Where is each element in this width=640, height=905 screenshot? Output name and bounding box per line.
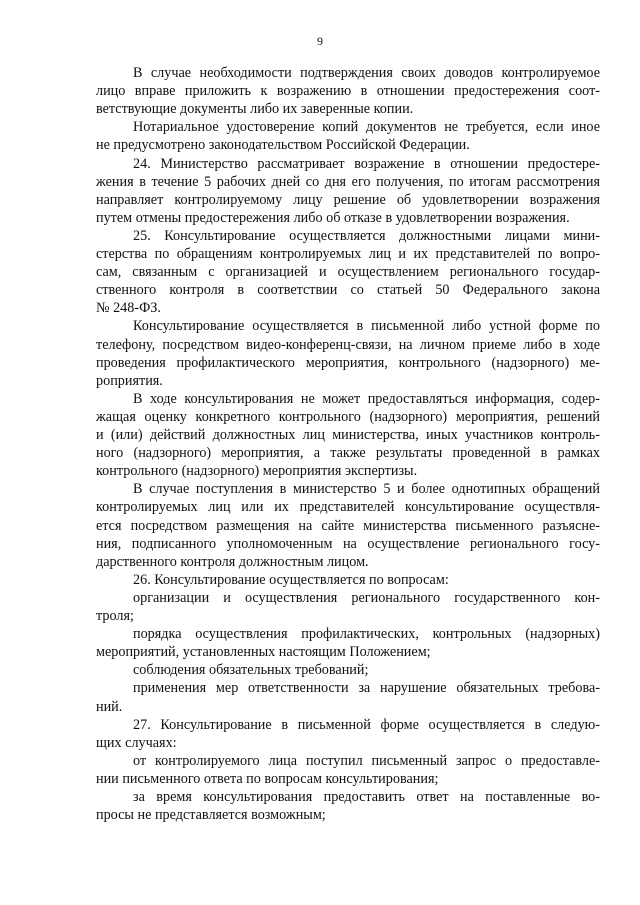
text-line: контрольного (надзорного) мероприятия экспертизы. xyxy=(96,463,418,480)
text-line: ется посредством размещения на сайте министерства письменного разъясне- xyxy=(96,517,600,534)
text-line: телефону, посредством видео-конференц-связи, на личном приеме либо в ходе xyxy=(96,336,600,353)
text-line: ний. xyxy=(96,698,123,715)
text-line: В случае поступления в министерство 5 и более однотипных обращений xyxy=(133,481,600,498)
text-line: ственного контроля в соответствии со статьей 50 Федерального закона xyxy=(96,282,600,299)
text-line: и (или) действий должностных лиц министерства, иных участников контроль- xyxy=(96,427,600,443)
text-line: стерства по обращениям контролируемых лиц и их представителей по вопро- xyxy=(96,246,600,262)
text-line: ветствующие документы либо их заверенные копии. xyxy=(96,101,414,118)
text-line: дарственного контроля должностным лицом. xyxy=(96,553,369,570)
text-line: мероприятий, установленных настоящим Положением; xyxy=(96,644,431,661)
text-line: № 248-ФЗ. xyxy=(96,300,161,317)
text-line: нии письменного ответа по вопросам консультирования; xyxy=(96,770,439,787)
text-line: Нотариальное удостоверение копий документов не требуется, если иное xyxy=(133,119,600,136)
text-line: направляет контролируемому лицу решение об удовлетворении возражения xyxy=(96,191,600,208)
text-line: не предусмотрено законодательством Российской Федерации. xyxy=(96,137,470,154)
text-line: 26. Консультирование осуществляется по вопросам: xyxy=(133,571,449,588)
text-line: щих случаях: xyxy=(96,734,177,751)
text-line: 24. Министерство рассматривает возражение в отношении предостере- xyxy=(133,155,600,172)
text-line: троля; xyxy=(96,608,134,624)
text-line: путем отмены предостережения либо об отказе в удовлетворении возражения. xyxy=(96,209,570,226)
text-line: соблюдения обязательных требований; xyxy=(133,662,369,679)
text-line: контролируемых лиц или их представителей консультирование осуществля- xyxy=(96,499,600,516)
text-line: сам, связанным с организацией и осуществлением регионального государ- xyxy=(96,264,600,281)
text-line: ния, подписанного уполномоченным на осуществление регионального госу- xyxy=(96,535,600,552)
text-line: роприятия. xyxy=(96,372,163,389)
text-line: Консультирование осуществляется в письменной либо устной форме по xyxy=(133,318,600,335)
text-line: жения в течение 5 рабочих дней со дня его получения, по итогам рассмотрения xyxy=(96,173,600,190)
text-line: от контролируемого лица поступил письменный запрос о предоставле- xyxy=(133,752,600,769)
page-number: 9 xyxy=(317,34,323,48)
text-line: порядка осуществления профилактических, контрольных (надзорных) xyxy=(133,626,600,643)
text-line: за время консультирования предоставить ответ на поставленные во- xyxy=(133,789,600,805)
text-line: 27. Консультирование в письменной форме осуществляется в следую- xyxy=(133,716,600,733)
text-line: жащая оценку конкретного контрольного (надзорного) мероприятия, решений xyxy=(96,408,600,425)
text-line: проведения профилактического мероприятия, контрольного (надзорного) ме- xyxy=(96,354,600,371)
text-line: В ходе консультирования не может предоставляться информация, содер- xyxy=(133,390,600,407)
text-line: просы не представляется возможным; xyxy=(96,807,326,824)
text-line: ного (надзорного) мероприятия, а также результаты проведенной в рамках xyxy=(96,445,600,462)
text-line: В случае необходимости подтверждения своих доводов контролируемое xyxy=(133,65,600,81)
text-line: лицо вправе приложить к возражению в отношении предостережения соот- xyxy=(96,83,600,100)
text-line: организации и осуществления регионального государственного кон- xyxy=(133,589,600,606)
text-line: 25. Консультирование осуществляется должностными лицами мини- xyxy=(133,227,600,244)
text-line: применения мер ответственности за нарушение обязательных требова- xyxy=(133,680,600,697)
